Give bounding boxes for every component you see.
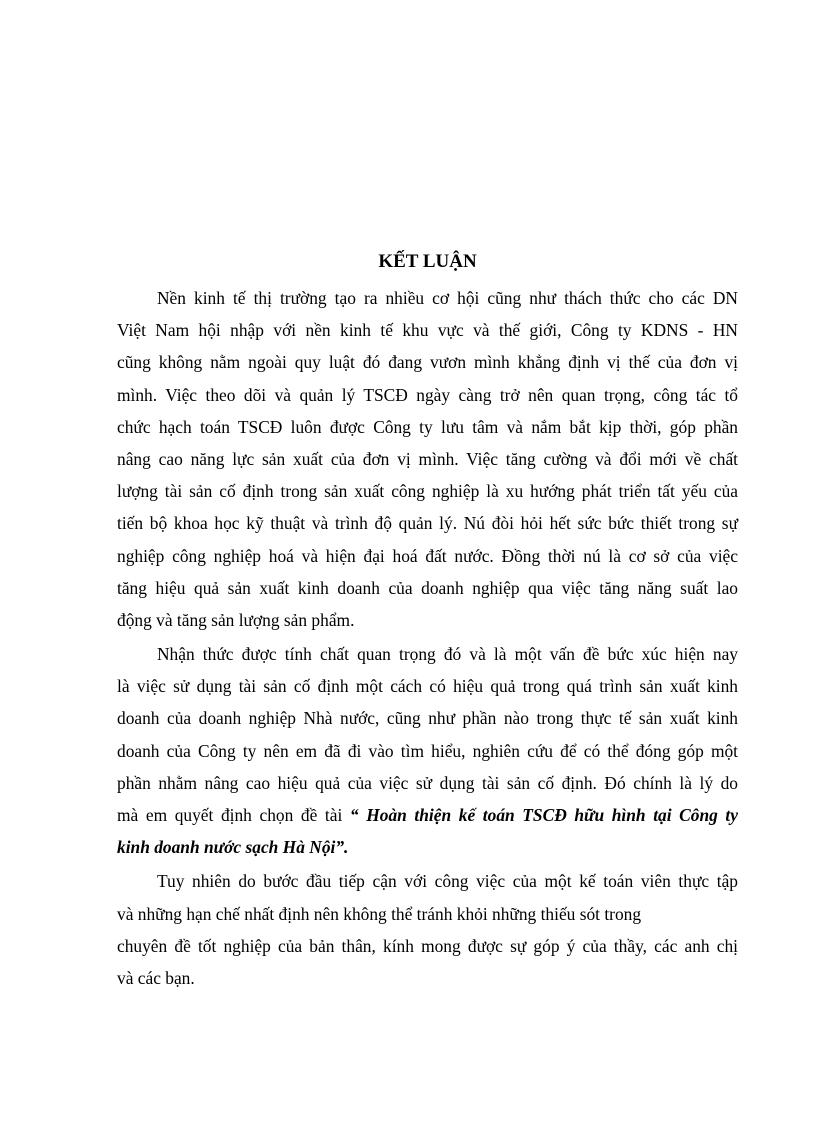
text-line: nghiệp công nghiệp hoá và hiện đại hoá đất nước. Đồng thời nú là cơ sở của việc — [117, 545, 738, 566]
text-fragment: mà em quyết định chọn đề tài — [117, 805, 350, 825]
page-title: KẾT LUẬN — [378, 251, 477, 272]
text-line: cũng không nằm ngoài quy luật đó đang vươn mình khẳng định vị thế của đơn vị — [117, 352, 738, 373]
document-page — [117, 246, 738, 994]
text-line: động và tăng sản lượng sản phẩm. — [117, 609, 355, 630]
text-line: và những hạn chế nhất định nên không thể tránh khỏi những thiếu sót trong — [117, 903, 642, 924]
text-line: doanh của Công ty nên em đã đi vào tìm hiểu, nghiên cứu để có thể đóng góp một — [117, 740, 738, 761]
text-line: phần nhằm nâng cao hiệu quả của việc sử dụng tài sản cố định. Đó chính là lý do — [117, 772, 738, 793]
text-line: lượng tài sản cố định trong sản xuất công nghiệp là xu hướng phát triển tất yếu của — [117, 481, 738, 502]
text-line: là việc sử dụng tài sản cố định một cách có hiệu quả trong quá trình sản xuất kinh — [117, 676, 738, 697]
paragraph-2 — [117, 638, 738, 863]
paragraph-3 — [117, 865, 738, 994]
text-line: nâng cao năng lực sản xuất của đơn vị mình. Việc tăng cường và đổi mới về chất — [117, 448, 738, 469]
text-line: mình. Việc theo dõi và quản lý TSCĐ ngày càng trở nên quan trọng, công tác tổ — [117, 384, 738, 405]
text-line: tiến bộ khoa học kỹ thuật và trình độ quản lý. Nú đòi hỏi hết sức bức thiết trong sự — [117, 513, 738, 534]
text-line: chuyên đề tốt nghiệp của bản thân, kính mong được sự góp ý của thầy, các anh chị — [117, 935, 738, 956]
text-line-with-topic — [117, 799, 738, 831]
text-line: chức hạch toán TSCĐ luôn được Công ty lưu tâm và nắm bắt kịp thời, góp phần — [117, 416, 738, 437]
text-line: và các bạn. — [117, 967, 195, 988]
paragraph-1 — [117, 282, 738, 636]
text-line: tăng hiệu quả sản xuất kinh doanh của doanh nghiệp qua việc tăng năng suất lao — [117, 577, 738, 598]
text-line: Nền kinh tế thị trường tạo ra nhiều cơ hội cũng như thách thức cho các DN — [157, 288, 738, 308]
text-line: doanh của doanh nghiệp Nhà nước, cũng như phần nào trong thực tế sản xuất kinh — [117, 708, 738, 729]
thesis-topic-part1: “ Hoàn thiện kế toán TSCĐ hữu hình tại Công ty — [349, 805, 738, 825]
text-line: Nhận thức được tính chất quan trọng đó và là một vấn đề bức xúc hiện nay — [157, 644, 738, 665]
text-line: Tuy nhiên do bước đầu tiếp cận với công việc của một kế toán viên thực tập — [157, 871, 738, 892]
text-line: Việt Nam hội nhập với nền kinh tế khu vực và thế giới, Công ty KDNS - HN — [117, 320, 738, 341]
thesis-topic-part2: kinh doanh nước sạch Hà Nội”. — [117, 837, 349, 858]
